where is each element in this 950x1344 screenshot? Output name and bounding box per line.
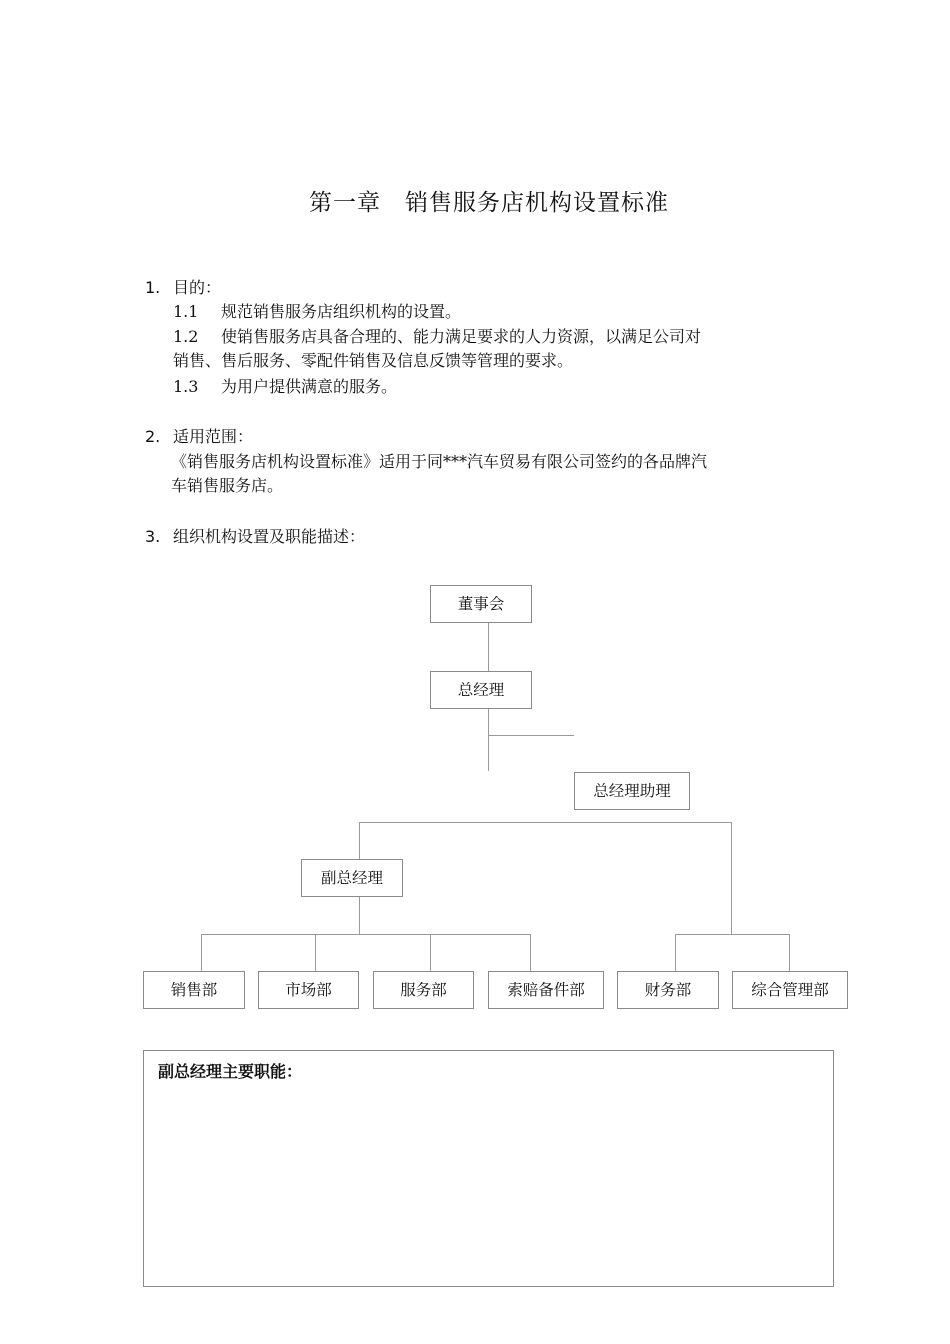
org-gm-assistant: 总经理助理 (574, 772, 690, 810)
org-dept-marketing: 市场部 (258, 971, 359, 1009)
connector-deputy-departments (201, 934, 531, 935)
connector-parts (530, 934, 531, 971)
duties-title: 副总经理主要职能： (158, 1062, 303, 1081)
item-1-1 (173, 300, 813, 324)
item-text-continued: 销售、售后服务、零配件销售及信息反馈等管理的要求。 (173, 351, 574, 370)
connector-service (430, 934, 431, 971)
item-text: 为用户提供满意的服务。 (221, 377, 398, 396)
page-title: 第一章 销售服务店机构设置标准 (309, 190, 669, 216)
section-number: 2. (145, 427, 161, 446)
connector-right-departments (675, 934, 789, 935)
connector-admin (789, 934, 790, 971)
item-number: 1.3 (173, 377, 199, 396)
item-number: 1.2 (173, 327, 199, 346)
scope-text (171, 450, 811, 498)
connector-level-2 (359, 822, 732, 823)
org-dept-sales: 销售部 (143, 971, 245, 1009)
section-heading: 目的： (173, 278, 222, 297)
item-text: 规范销售服务店组织机构的设置。 (221, 302, 462, 321)
connector-gm-down (488, 709, 489, 771)
item-1-3 (173, 375, 813, 399)
section-3-heading (145, 525, 365, 549)
item-1-2 (173, 325, 813, 373)
section-number: 3. (145, 527, 161, 546)
org-dept-general-admin: 综合管理部 (732, 971, 848, 1009)
scope-line-2: 车销售服务店。 (171, 476, 284, 495)
connector-finance (675, 934, 676, 971)
org-general-manager: 总经理 (430, 671, 532, 709)
connector-right-branch (731, 822, 732, 934)
section-heading: 组织机构设置及职能描述： (173, 527, 366, 546)
connector-deputy-down (359, 896, 360, 934)
org-dept-finance: 财务部 (617, 971, 719, 1009)
connector-sales (201, 934, 202, 971)
section-2-heading (145, 425, 253, 449)
section-number: 1. (145, 278, 161, 297)
org-dept-service: 服务部 (373, 971, 474, 1009)
org-deputy-gm: 副总经理 (301, 859, 403, 897)
org-board: 董事会 (430, 585, 532, 623)
item-number: 1.1 (173, 302, 199, 321)
org-dept-parts-claims: 索赔备件部 (488, 971, 604, 1009)
section-1-heading (145, 276, 221, 300)
scope-line-1: 《销售服务店机构设置标准》适用于同***汽车贸易有限公司签约的各品牌汽 (171, 452, 708, 471)
connector-board-gm (488, 622, 489, 671)
connector-marketing (315, 934, 316, 971)
item-text: 使销售服务店具备合理的、能力满足要求的人力资源，以满足公司对 (221, 327, 702, 346)
section-heading: 适用范围： (173, 427, 254, 446)
connector-to-deputy (359, 822, 360, 860)
deputy-gm-duties-box (143, 1050, 834, 1287)
connector-gm-assistant (488, 735, 574, 736)
